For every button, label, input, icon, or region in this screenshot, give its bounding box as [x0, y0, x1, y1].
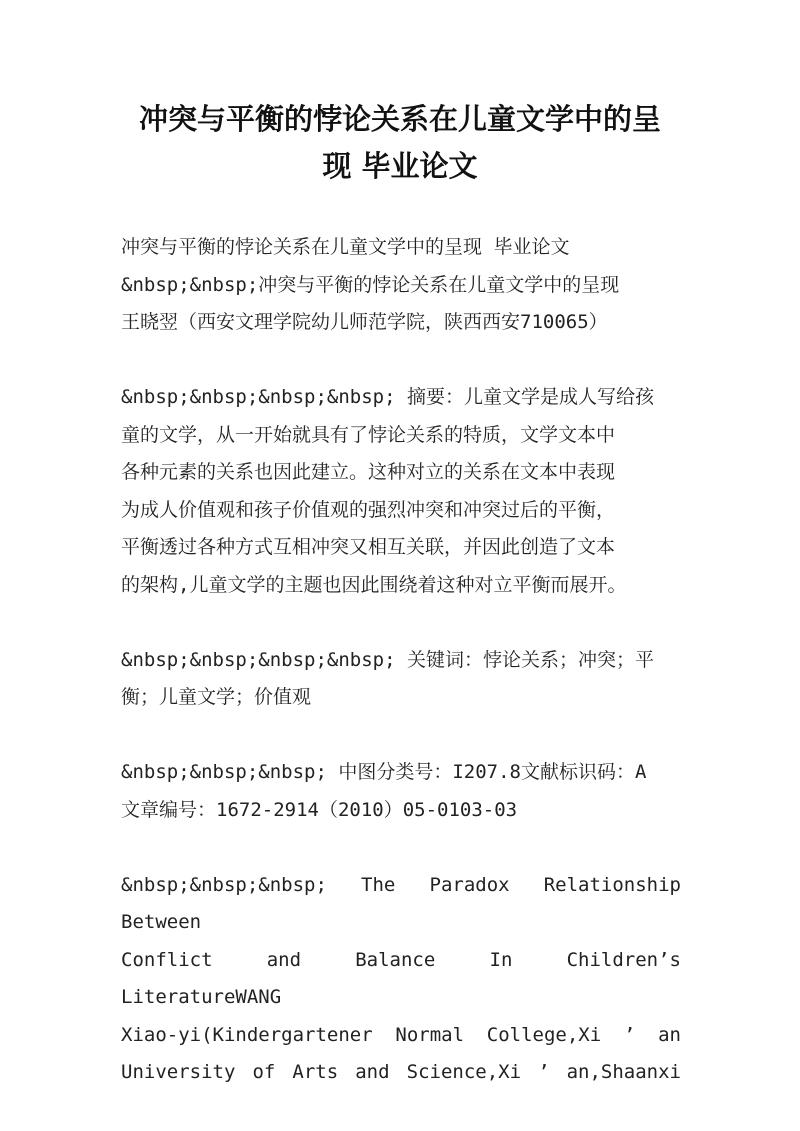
text-line: Conflict and Balance In Children’s LiteratureWANG — [121, 948, 681, 1008]
document-title — [110, 96, 690, 190]
text-line: 的架构,儿童文学的主题也因此围绕着这种对立平衡而展开。 — [121, 573, 627, 596]
paragraph-keywords — [121, 642, 681, 717]
paragraph-english-title — [121, 867, 681, 1092]
title-line-1: 冲突与平衡的悖论关系在儿童文学中的呈 — [138, 102, 661, 136]
title-line-2: 现 毕业论文 — [322, 149, 478, 183]
text-line: 王晓翌（西安文理学院幼儿师范学院，陕西西安710065） — [121, 311, 608, 333]
document-body — [121, 229, 681, 1092]
paragraph-header — [121, 229, 681, 342]
text-line: University of Arts and Science,Xi ’ an,Shaanxi — [121, 1061, 681, 1083]
text-line: &nbsp;&nbsp;&nbsp; The Paradox Relationship Between — [121, 873, 681, 933]
text-line: &nbsp;&nbsp;冲突与平衡的悖论关系在儿童文学中的呈现 — [121, 273, 620, 296]
text-line: 冲突与平衡的悖论关系在儿童文学中的呈现 毕业论文 — [121, 236, 570, 258]
paragraph-classification — [121, 754, 681, 829]
text-line: 为成人价值观和孩子价值观的强烈冲突和冲突过后的平衡， — [121, 498, 616, 521]
text-line: &nbsp;&nbsp;&nbsp; 中图分类号：I207.8文献标识码：A — [121, 761, 647, 783]
text-line: 文章编号：1672-2914（2010）05-0103-03 — [121, 798, 518, 821]
text-line: 童的文学，从一开始就具有了悖论关系的特质，文学文本中 — [121, 423, 616, 446]
text-line: &nbsp;&nbsp;&nbsp;&nbsp; 关键词：悖论关系；冲突；平 — [121, 648, 654, 671]
text-line: &nbsp;&nbsp;&nbsp;&nbsp; 摘要：儿童文学是成人写给孩 — [121, 386, 654, 408]
text-line: 平衡透过各种方式互相冲突又相互关联，并因此创造了文本 — [121, 536, 616, 558]
text-line: Xiao-yi(Kindergartener Normal College,Xi ’ an — [121, 1023, 681, 1046]
text-line: 衡；儿童文学；价值观 — [121, 686, 312, 708]
text-line: 各种元素的关系也因此建立。这种对立的关系在文本中表现 — [121, 461, 616, 483]
paragraph-abstract — [121, 379, 681, 604]
